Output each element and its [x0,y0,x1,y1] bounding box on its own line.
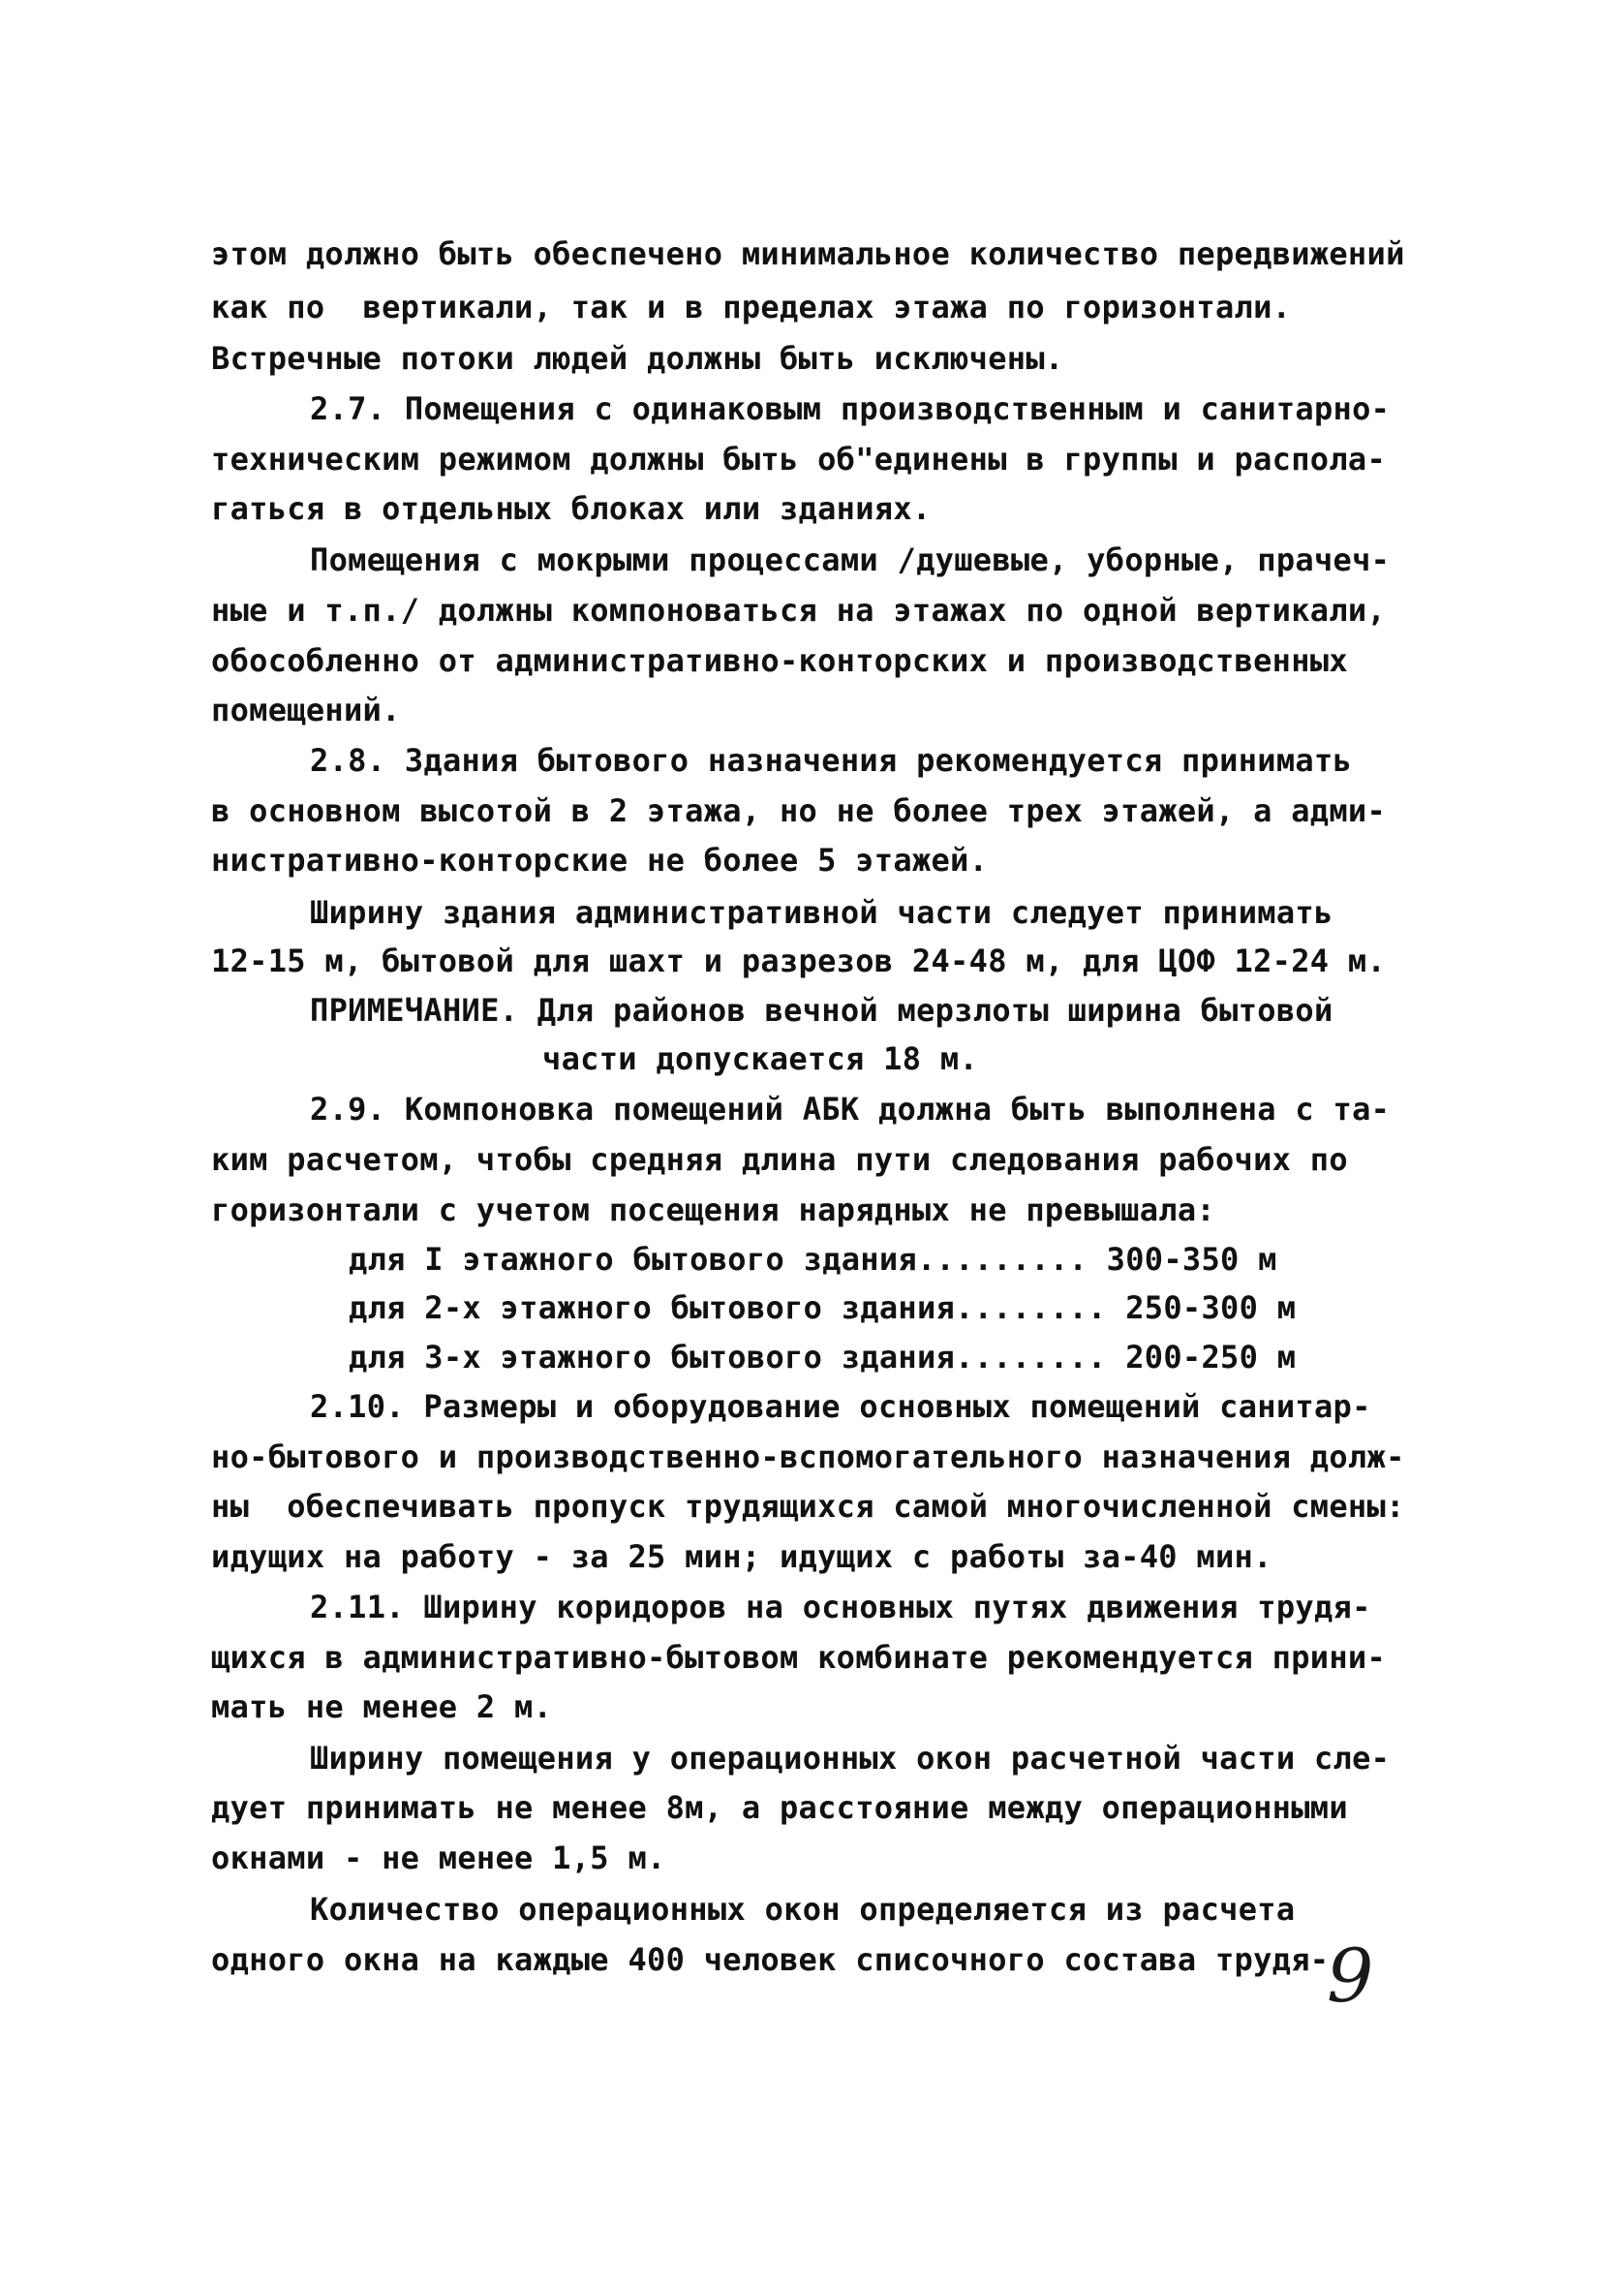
list-item: для 3-х этажного бытового здания........ 200-250 м [349,1339,1297,1376]
text-line: ким расчетом, чтобы средняя длина пути следования рабочих по [211,1141,1348,1178]
text-line: 2.9. Компоновка помещений АБК должна быть выполнена с та- [310,1091,1391,1128]
text-line: Помещения с мокрыми процессами /душевые, уборные, прачеч- [310,541,1391,578]
list-item: для I этажного бытового здания......... 300-350 м [349,1241,1277,1278]
text-line: этом должно быть обеспечено минимальное количество передвижений [211,235,1405,272]
text-line: дует принимать не менее 8м, а расстояние между операционными [211,1789,1348,1826]
text-line: техническим режимом должны быть об"единены в группы и распола- [211,441,1387,478]
text-line: гаться в отдельных блоках или зданиях. [211,490,932,527]
text-line: 2.7. Помещения с одинаковым производственным и санитарно- [310,390,1391,427]
text-line: в основном высотой в 2 этажа, но не более трех этажей, а адми- [211,792,1387,829]
text-line: горизонтали с учетом посещения нарядных не превышала: [211,1191,1215,1228]
text-line: как по вертикали, так и в пределах этажа по горизонтали. [211,289,1292,325]
text-line: щихся в административно-бытовом комбинате рекомендуется прини- [211,1639,1387,1676]
text-line: но-бытового и производственно-вспомогательного назначения долж- [211,1438,1405,1475]
text-line: Ширину помещения у операционных окон расчетной части сле- [310,1740,1391,1777]
note-line: ПРИМЕЧАНИЕ. Для районов вечной мерзлоты ширина бытовой [310,992,1333,1029]
text-line: Ширину здания административной части следует принимать [310,894,1333,931]
text-line: помещений. [211,692,401,728]
text-line: окнами - не менее 1,5 м. [211,1840,666,1876]
note-line: части допускается 18 м. [542,1040,979,1077]
text-line: ные и т.п./ должны компоноваться на этажах по одной вертикали, [211,592,1387,629]
text-line: идущих на работу - за 25 мин; идущих с работы за-40 мин. [211,1538,1272,1575]
text-line: нистративно-конторские не более 5 этажей. [211,842,989,879]
page-number: 9 [1327,1932,1374,2019]
text-line: 2.8. Здания бытового назначения рекомендуется принимать [310,742,1353,779]
text-line: 12-15 м, бытовой для шахт и разрезов 24-48 м, для ЦОФ 12-24 м. [211,943,1387,979]
text-line: 2.11. Ширину коридоров на основных путях движения трудя- [310,1589,1371,1625]
text-line: 2.10. Размеры и оборудование основных помещений санитар- [310,1388,1371,1425]
text-line: Встречные потоки людей должны быть исключены. [211,340,1064,377]
text-line: ны обеспечивать пропуск трудящихся самой многочисленной смены: [211,1488,1405,1525]
text-line: обособленно от административно-конторских и производственных [211,642,1348,679]
text-line: мать не менее 2 м. [211,1688,553,1725]
text-line: одного окна на каждые 400 человек списочного состава трудя- [211,1941,1330,1978]
list-item: для 2-х этажного бытового здания........ 250-300 м [349,1289,1297,1326]
text-line: Количество операционных окон определяется из расчета [310,1891,1296,1928]
